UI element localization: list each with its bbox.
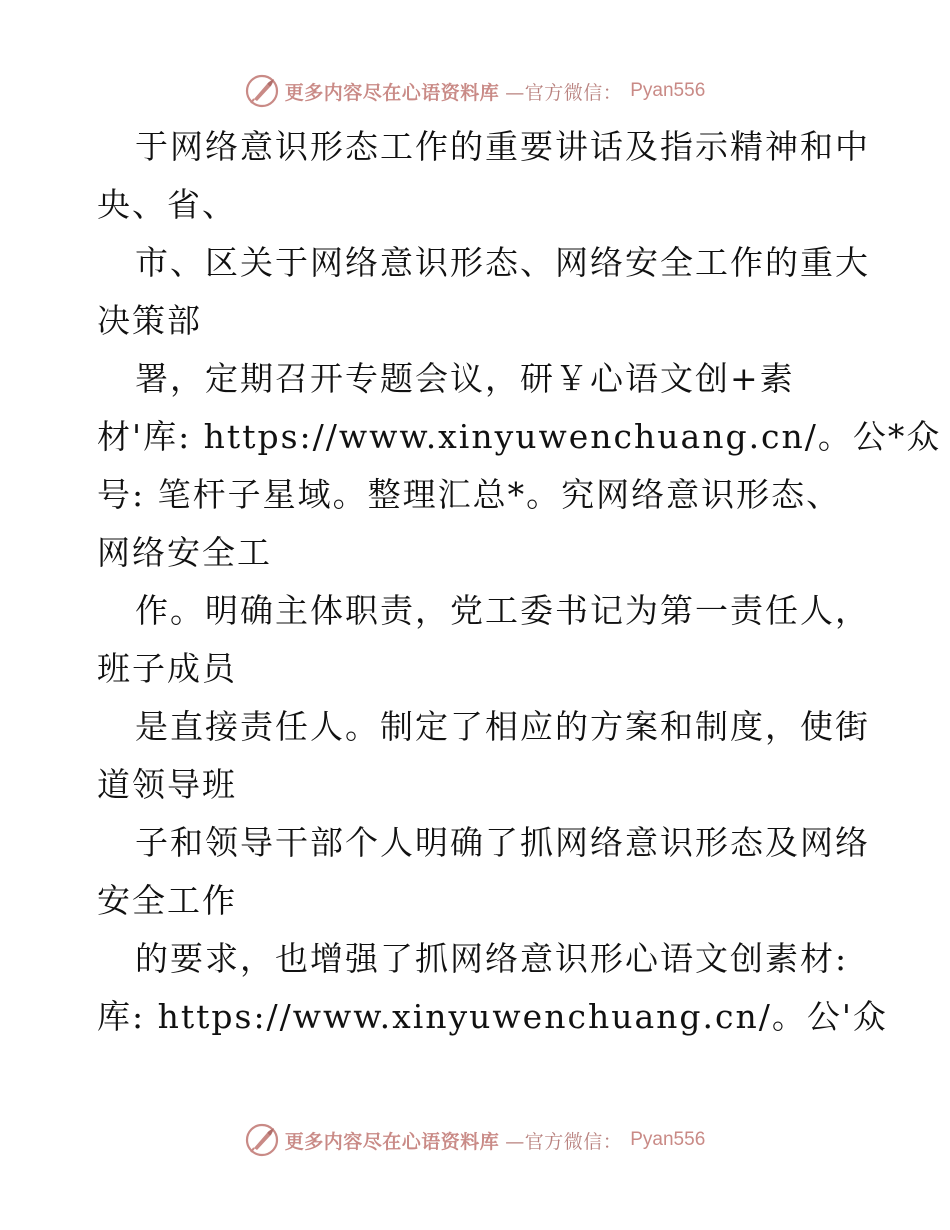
quill-pen-logo-icon <box>245 74 279 108</box>
text-line: 署，定期召开专题会议，研￥心语文创+素 <box>135 359 795 398</box>
text-line: 库: https://www.xinyuwenchuang.cn/。公'众 <box>97 997 888 1036</box>
document-body <box>97 118 942 1046</box>
text-line: 于网络意识形态工作的重要讲话及指示精神和中 <box>135 127 870 166</box>
header-banner-label: —官方微信： <box>505 81 623 104</box>
footer-banner <box>245 1123 706 1157</box>
text-line: 子和领导干部个人明确了抓网络意识形态及网络 <box>135 823 870 862</box>
page-header <box>0 72 950 110</box>
text-line: 决策部 <box>97 301 202 340</box>
text-line: 央、省、 <box>97 185 237 224</box>
text-line: 作。明确主体职责，党工委书记为第一责任人， <box>135 591 870 630</box>
footer-banner-label: —官方微信： <box>505 1130 623 1153</box>
text-line: 网络安全工 <box>97 533 272 572</box>
footer-banner-title: 更多内容尽在心语资料库 <box>284 1130 500 1153</box>
text-line: 号: 笔杆子星域。整理汇总*。究网络意识形态、 <box>97 475 842 514</box>
header-banner <box>245 74 706 108</box>
text-line: 市、区关于网络意识形态、网络安全工作的重大 <box>135 243 870 282</box>
text-line: 安全工作 <box>97 881 237 920</box>
page-footer <box>0 1121 950 1159</box>
text-line: 材'库: https://www.xinyuwenchuang.cn/。公*众 <box>97 417 942 456</box>
header-banner-title: 更多内容尽在心语资料库 <box>284 81 500 104</box>
text-line: 的要求，也增强了抓网络意识形心语文创素材: <box>135 939 849 978</box>
footer-wechat-id: Pyan556 <box>630 1129 706 1150</box>
text-line: 道领导班 <box>97 765 237 804</box>
header-wechat-id: Pyan556 <box>630 80 706 101</box>
text-line: 班子成员 <box>97 649 237 688</box>
quill-pen-logo-icon <box>245 1123 279 1157</box>
text-line: 是直接责任人。制定了相应的方案和制度，使街 <box>135 707 870 746</box>
